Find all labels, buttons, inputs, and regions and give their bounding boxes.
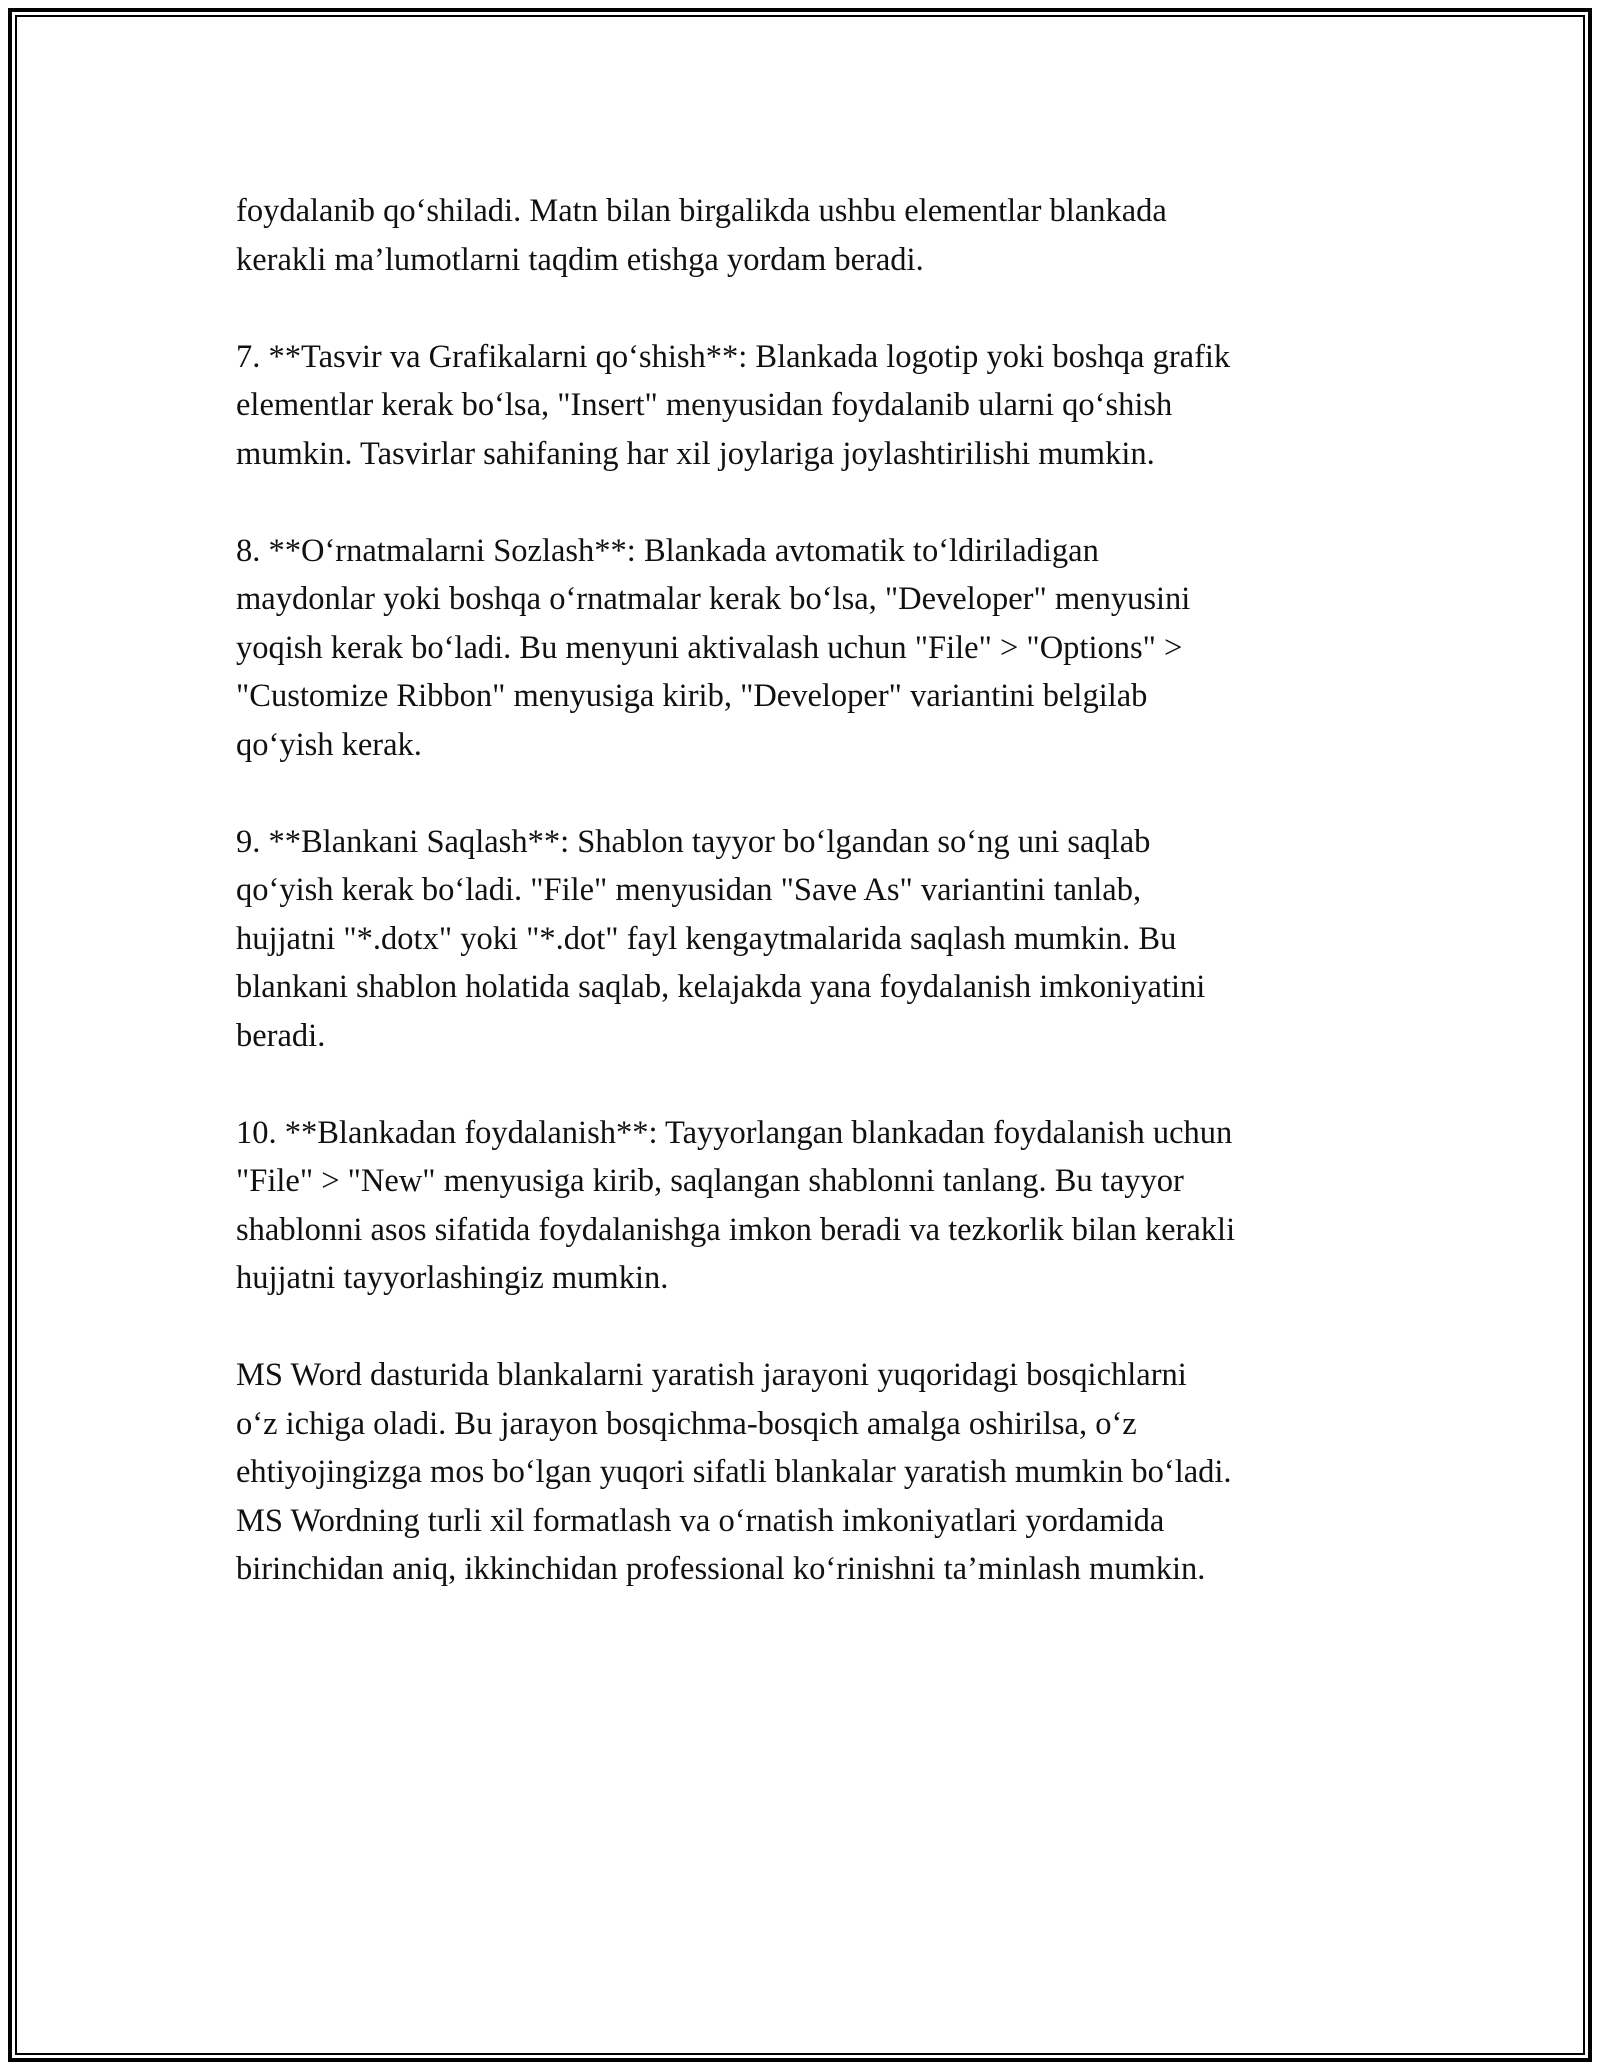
paragraph-intro-continuation: foydalanib qo‘shiladi. Matn bilan birgalikda ushbu elementlar blankada kerakli ma’lumotlarni taqdim etishga yordam beradi. <box>236 193 1167 278</box>
paragraph-step-9: 9. **Blankani Saqlash**: Shablon tayyor bo‘lgandan so‘ng uni saqlab qo‘yish kerak bo‘ladi. "File" menyusidan "Save As" variantini tanlab, hujjatni "*.dotx" yoki "*.dot" fayl kengaytmalarida saqlash mumkin. Bu blankani shablon holatida saqlab, kelajakda yana foydalanish imkoniyatini beradi. <box>236 823 1206 1054</box>
document-body <box>236 187 1376 1594</box>
paragraph-step-7: 7. **Tasvir va Grafikalarni qo‘shish**: Blankada logotip yoki boshqa grafik elementlar kerak bo‘lsa, "Insert" menyusidan foydalanib ularni qo‘shish mumkin. Tasvirlar sahifaning har xil joylariga joylashtirilishi mumkin. <box>236 338 1231 472</box>
paragraph-step-8: 8. **O‘rnatmalarni Sozlash**: Blankada avtomatik to‘ldiriladigan maydonlar yoki boshqa o‘rnatmalar kerak bo‘lsa, "Developer" menyusini yoqish kerak bo‘ladi. Bu menyuni aktivalash uchun "File" > "Options" > "Customize Ribbon" menyusiga kirib, "Developer" variantini belgilab qo‘yish kerak. <box>236 532 1191 763</box>
paragraph-conclusion: MS Word dasturida blankalarni yaratish jarayoni yuqoridagi bosqichlarni o‘z ichiga oladi. Bu jarayon bosqichma-bosqich amalga oshirilsa, o‘z ehtiyojingizga mos bo‘lgan yuqori sifatli blankalar yaratish mumkin bo‘ladi. MS Wordning turli xil formatlash va o‘rnatish imkoniyatlari yordamida birinchidan aniq, ikkinchidan professional ko‘rinishni ta’minlash mumkin. <box>236 1357 1232 1587</box>
paragraph-step-10: 10. **Blankadan foydalanish**: Tayyorlangan blankadan foydalanish uchun "File" > "New" menyusiga kirib, saqlangan shablonni tanlang. Bu tayyor shablonni asos sifatida foydalanishga imkon beradi va tezkorlik bilan kerakli hujjatni tayyorlashingiz mumkin. <box>236 1114 1236 1296</box>
